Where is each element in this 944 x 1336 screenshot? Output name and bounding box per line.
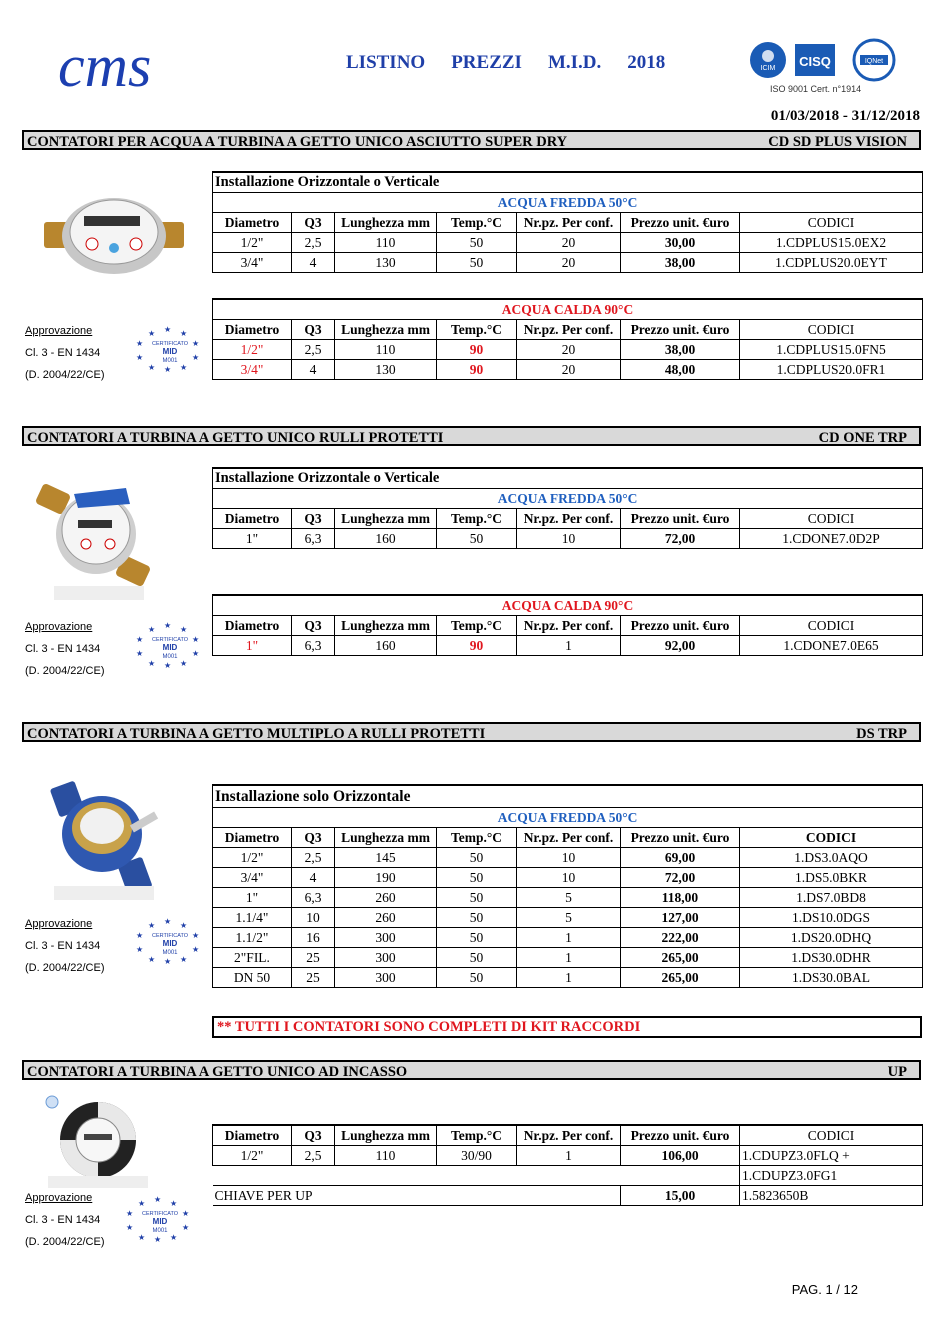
cell: 5: [517, 908, 621, 928]
cell: 20: [517, 340, 621, 360]
code-cell: 1.CDONE7.0D2P: [740, 529, 923, 549]
cell: 2,5: [292, 340, 335, 360]
table-row: [213, 928, 923, 948]
cell: 4: [292, 360, 335, 380]
svg-text:★: ★: [164, 365, 172, 372]
cell: 6,3: [292, 529, 335, 549]
svg-text:MID: MID: [162, 347, 178, 356]
price-table-ds-trp: [212, 784, 923, 988]
svg-text:★: ★: [136, 931, 144, 940]
col-header: Nr.pz. Per conf.: [517, 213, 621, 233]
cms-logo: [56, 38, 252, 100]
col-header: Diametro: [213, 1125, 292, 1146]
price-cell: 222,00: [621, 928, 740, 948]
svg-text:★: ★: [192, 649, 200, 658]
col-header: Temp.°C: [437, 616, 517, 636]
approval-info: [25, 1187, 104, 1253]
approval-directive: (D. 2004/22/CE): [25, 665, 105, 677]
col-header: Nr.pz. Per conf.: [517, 320, 621, 340]
cell: 90: [437, 636, 517, 656]
svg-text:★: ★: [164, 325, 172, 334]
section-header-cd-one: [22, 426, 921, 446]
cell: 1": [213, 529, 292, 549]
cell: 10: [517, 868, 621, 888]
approval-class: Cl. 3 - EN 1434: [25, 347, 101, 359]
code-cell: 1.5823650B: [740, 1186, 923, 1206]
svg-text:★: ★: [192, 635, 200, 644]
col-header: Diametro: [213, 828, 292, 848]
col-header: Nr.pz. Per conf.: [517, 616, 621, 636]
col-header: Diametro: [213, 509, 292, 529]
col-header: Prezzo unit. €uro: [621, 509, 740, 529]
price-cell: 30,00: [621, 233, 740, 253]
col-header: CODICI: [740, 1125, 923, 1146]
cell: 50: [437, 868, 517, 888]
col-header: Q3: [292, 828, 335, 848]
price-table-cd-one-fredda: [212, 467, 923, 549]
price-cell: 265,00: [621, 948, 740, 968]
cell: 300: [335, 928, 437, 948]
iqnet-label: IQNet: [864, 58, 884, 65]
svg-text:MID: MID: [152, 1217, 168, 1226]
logo-text: cms: [58, 38, 152, 99]
svg-text:★: ★: [154, 1235, 162, 1242]
table-row: [213, 888, 923, 908]
col-header: Lunghezza mm: [335, 616, 437, 636]
col-header: Q3: [292, 616, 335, 636]
iso-certificate: ISO 9001 Cert. n°1914: [770, 84, 862, 94]
price-cell: 118,00: [621, 888, 740, 908]
cell: 1/2": [213, 233, 292, 253]
approval-label: Approvazione: [25, 621, 93, 633]
svg-text:★: ★: [138, 1199, 146, 1208]
code-cell: 1.DS3.0AQO: [740, 848, 923, 868]
cell: 110: [335, 340, 437, 360]
icim-label: ICIM: [760, 65, 776, 72]
col-header: Prezzo unit. €uro: [621, 213, 740, 233]
table-row: [213, 1166, 923, 1186]
svg-text:★: ★: [164, 957, 172, 964]
svg-text:CERTIFICATO: CERTIFICATO: [151, 933, 189, 939]
col-header: Prezzo unit. €uro: [621, 1125, 740, 1146]
mid-certified-badge-icon: [124, 1194, 196, 1242]
svg-text:★: ★: [148, 625, 156, 634]
svg-text:MID: MID: [162, 939, 178, 948]
table-row: [213, 968, 923, 988]
table-row: [213, 848, 923, 868]
cell: 20: [517, 253, 621, 273]
cell: 10: [517, 529, 621, 549]
price-table-super-dry-calda: [212, 298, 923, 380]
installation-label: Installazione solo Orizzontale: [213, 785, 923, 808]
approval-info: [25, 320, 104, 386]
col-header: Lunghezza mm: [335, 1125, 437, 1146]
cell: 3/4": [213, 253, 292, 273]
table-row: [213, 1186, 923, 1206]
approval-label: Approvazione: [25, 1192, 93, 1204]
approval-label: Approvazione: [25, 918, 93, 930]
cell: 6,3: [292, 888, 335, 908]
price-cell: 106,00: [621, 1146, 740, 1166]
col-header: Temp.°C: [437, 213, 517, 233]
col-header: CODICI: [740, 509, 923, 529]
svg-text:M001: M001: [162, 654, 178, 660]
cell: 1/2": [213, 848, 292, 868]
cell: 1: [517, 968, 621, 988]
svg-text:M001: M001: [162, 358, 178, 364]
col-header: CODICI: [740, 616, 923, 636]
col-header: Q3: [292, 509, 335, 529]
cell: 2,5: [292, 848, 335, 868]
cold-water-label: ACQUA FREDDA 50°C: [213, 489, 923, 509]
meter-photo-cd-one: [34, 474, 154, 604]
cell: 1: [517, 1146, 621, 1166]
col-header: Q3: [292, 213, 335, 233]
price-cell: 48,00: [621, 360, 740, 380]
cell: 160: [335, 529, 437, 549]
cell: 50: [437, 529, 517, 549]
section-code: CD SD PLUS VISION: [768, 134, 907, 150]
svg-text:★: ★: [126, 1209, 134, 1218]
cell: 10: [292, 908, 335, 928]
approval-directive: (D. 2004/22/CE): [25, 369, 105, 381]
mid-certified-badge-icon: [134, 324, 206, 372]
col-header: CODICI: [740, 320, 923, 340]
cell: 300: [335, 968, 437, 988]
cell: 4: [292, 868, 335, 888]
code-cell: 1.DS5.0BKR: [740, 868, 923, 888]
title-part: 2018: [627, 52, 666, 73]
col-header: Diametro: [213, 616, 292, 636]
cell: 25: [292, 968, 335, 988]
cell: 1: [517, 636, 621, 656]
table-row: [213, 868, 923, 888]
svg-text:★: ★: [182, 1209, 190, 1218]
svg-text:★: ★: [136, 339, 144, 348]
approval-directive: (D. 2004/22/CE): [25, 1236, 105, 1248]
price-cell: 15,00: [621, 1186, 740, 1206]
cell: 130: [335, 360, 437, 380]
cell: 16: [292, 928, 335, 948]
section-title: CONTATORI A TURBINA A GETTO UNICO RULLI PROTETTI: [27, 430, 444, 446]
cell: 90: [437, 340, 517, 360]
cell: 1.1/2": [213, 928, 292, 948]
svg-text:★: ★: [138, 1233, 146, 1242]
cell: 1/2": [213, 340, 292, 360]
key-label: CHIAVE PER UP: [213, 1186, 621, 1206]
svg-text:★: ★: [164, 621, 172, 630]
mid-certified-badge-icon: [134, 916, 206, 964]
svg-text:★: ★: [170, 1199, 178, 1208]
cell: 5: [517, 888, 621, 908]
table-row: [213, 253, 923, 273]
cell: 3/4": [213, 360, 292, 380]
cell: 25: [292, 948, 335, 968]
section-title: CONTATORI PER ACQUA A TURBINA A GETTO UNICO ASCIUTTO SUPER DRY: [27, 134, 568, 150]
code-cell: 1.CDONE7.0E65: [740, 636, 923, 656]
cell: 2,5: [292, 233, 335, 253]
svg-text:★: ★: [192, 339, 200, 348]
col-header: Diametro: [213, 213, 292, 233]
code-cell: 1.CDUPZ3.0FLQ +: [740, 1146, 923, 1166]
svg-text:MID: MID: [162, 643, 178, 652]
price-cell: 72,00: [621, 529, 740, 549]
page-number: PAG. 1 / 12: [791, 1282, 858, 1297]
cell: 190: [335, 868, 437, 888]
svg-text:★: ★: [136, 635, 144, 644]
price-cell: 69,00: [621, 848, 740, 868]
table-row: [213, 340, 923, 360]
meter-photo-super-dry: [44, 192, 184, 276]
cell: 160: [335, 636, 437, 656]
kit-note: ** TUTTI I CONTATORI SONO COMPLETI DI KIT RACCORDI: [212, 1016, 922, 1038]
cell: 110: [335, 233, 437, 253]
svg-text:M001: M001: [152, 1228, 168, 1234]
cell: 1: [517, 928, 621, 948]
code-cell: 1.DS7.0BD8: [740, 888, 923, 908]
cell: 90: [437, 360, 517, 380]
price-cell: 38,00: [621, 340, 740, 360]
code-cell: 1.CDPLUS15.0FN5: [740, 340, 923, 360]
col-header: Q3: [292, 1125, 335, 1146]
approval-class: Cl. 3 - EN 1434: [25, 940, 101, 952]
code-cell: 1.DS30.0BAL: [740, 968, 923, 988]
price-cell: 265,00: [621, 968, 740, 988]
cell: 300: [335, 948, 437, 968]
svg-text:★: ★: [136, 945, 144, 954]
code-cell: 1.DS30.0DHR: [740, 948, 923, 968]
svg-text:★: ★: [164, 661, 172, 668]
cell: 20: [517, 360, 621, 380]
col-header: Prezzo unit. €uro: [621, 828, 740, 848]
table-row: [213, 1146, 923, 1166]
cell: 4: [292, 253, 335, 273]
cell: DN 50: [213, 968, 292, 988]
svg-text:★: ★: [182, 1223, 190, 1232]
validity-dates: 01/03/2018 - 31/12/2018: [770, 108, 920, 124]
cell: 1": [213, 636, 292, 656]
svg-text:CERTIFICATO: CERTIFICATO: [141, 1211, 179, 1217]
cell: 130: [335, 253, 437, 273]
code-cell: 1.CDPLUS15.0EX2: [740, 233, 923, 253]
approval-info: [25, 616, 104, 682]
svg-text:★: ★: [180, 329, 188, 338]
svg-text:★: ★: [192, 945, 200, 954]
price-cell: 38,00: [621, 253, 740, 273]
col-header: Nr.pz. Per conf.: [517, 509, 621, 529]
svg-text:★: ★: [170, 1233, 178, 1242]
svg-text:★: ★: [148, 955, 156, 964]
col-header: CODICI: [740, 828, 923, 848]
col-header: Temp.°C: [437, 320, 517, 340]
col-header: Nr.pz. Per conf.: [517, 1125, 621, 1146]
table-row: [213, 233, 923, 253]
cell: 1: [517, 948, 621, 968]
cell: 3/4": [213, 868, 292, 888]
cell: 50: [437, 928, 517, 948]
table-row: [213, 636, 923, 656]
cell: 50: [437, 888, 517, 908]
svg-text:CERTIFICATO: CERTIFICATO: [151, 637, 189, 643]
cell: 2,5: [292, 1146, 335, 1166]
svg-text:★: ★: [148, 363, 156, 372]
approval-directive: (D. 2004/22/CE): [25, 962, 105, 974]
table-row: [213, 529, 923, 549]
col-header: Prezzo unit. €uro: [621, 320, 740, 340]
table-row: [213, 908, 923, 928]
cell: 2"FIL.: [213, 948, 292, 968]
cell: 50: [437, 253, 517, 273]
approval-class: Cl. 3 - EN 1434: [25, 643, 101, 655]
hot-water-label: ACQUA CALDA 90°C: [213, 299, 923, 320]
title-part: M.I.D.: [547, 52, 602, 73]
cell: 50: [437, 968, 517, 988]
col-header: Lunghezza mm: [335, 509, 437, 529]
svg-text:★: ★: [180, 659, 188, 668]
price-cell: 92,00: [621, 636, 740, 656]
col-header: Temp.°C: [437, 509, 517, 529]
title-part: PREZZI: [451, 52, 522, 73]
code-cell: 1.DS20.0DHQ: [740, 928, 923, 948]
col-header: Temp.°C: [437, 1125, 517, 1146]
col-header: Prezzo unit. €uro: [621, 616, 740, 636]
approval-label: Approvazione: [25, 325, 93, 337]
section-code: CD ONE TRP: [818, 430, 907, 446]
svg-text:CERTIFICATO: CERTIFICATO: [151, 341, 189, 347]
price-cell: 72,00: [621, 868, 740, 888]
svg-text:★: ★: [148, 659, 156, 668]
col-header: CODICI: [740, 213, 923, 233]
mid-certified-badge-icon: [134, 620, 206, 668]
svg-text:★: ★: [180, 921, 188, 930]
svg-text:★: ★: [148, 329, 156, 338]
table-row: [213, 948, 923, 968]
cell: 1/2": [213, 1146, 292, 1166]
cell: 50: [437, 908, 517, 928]
code-cell: 1.CDUPZ3.0FG1: [740, 1166, 923, 1186]
meter-photo-up: [40, 1090, 152, 1190]
cell: 110: [335, 1146, 437, 1166]
page-title: [346, 52, 691, 74]
meter-photo-ds-trp: [44, 778, 164, 904]
col-header: Lunghezza mm: [335, 320, 437, 340]
empty-cell: [213, 1166, 740, 1186]
section-code: DS TRP: [856, 726, 907, 742]
svg-text:★: ★: [126, 1223, 134, 1232]
cell: 50: [437, 948, 517, 968]
section-title: CONTATORI A TURBINA A GETTO MULTIPLO A RULLI PROTETTI: [27, 726, 486, 742]
price-table-up: [212, 1124, 923, 1206]
cell: 1": [213, 888, 292, 908]
cell: 20: [517, 233, 621, 253]
section-title: CONTATORI A TURBINA A GETTO UNICO AD INCASSO: [27, 1064, 408, 1080]
cisq-label: CISQ: [799, 54, 831, 69]
svg-text:★: ★: [148, 921, 156, 930]
svg-text:★: ★: [192, 353, 200, 362]
cell: 145: [335, 848, 437, 868]
col-header: Q3: [292, 320, 335, 340]
hot-water-label: ACQUA CALDA 90°C: [213, 595, 923, 616]
title-part: LISTINO: [346, 52, 426, 73]
section-header-up: [22, 1060, 921, 1080]
installation-label: Installazione Orizzontale o Verticale: [213, 172, 923, 193]
code-cell: 1.CDPLUS20.0FR1: [740, 360, 923, 380]
code-cell: 1.CDPLUS20.0EYT: [740, 253, 923, 273]
svg-text:★: ★: [136, 649, 144, 658]
col-header: Lunghezza mm: [335, 828, 437, 848]
cell: 30/90: [437, 1146, 517, 1166]
cold-water-label: ACQUA FREDDA 50°C: [213, 193, 923, 213]
cell: 50: [437, 233, 517, 253]
col-header: Temp.°C: [437, 828, 517, 848]
cell: 50: [437, 848, 517, 868]
col-header: Nr.pz. Per conf.: [517, 828, 621, 848]
price-table-super-dry-fredda: [212, 171, 923, 273]
section-header-super-dry: [22, 130, 921, 150]
approval-class: Cl. 3 - EN 1434: [25, 1214, 101, 1226]
svg-text:★: ★: [164, 917, 172, 926]
col-header: Lunghezza mm: [335, 213, 437, 233]
svg-text:★: ★: [192, 931, 200, 940]
price-cell: 127,00: [621, 908, 740, 928]
section-code: UP: [887, 1064, 907, 1080]
svg-text:★: ★: [180, 955, 188, 964]
col-header: Diametro: [213, 320, 292, 340]
svg-text:M001: M001: [162, 950, 178, 956]
cell: 260: [335, 908, 437, 928]
approval-info: [25, 913, 104, 979]
cell: 1.1/4": [213, 908, 292, 928]
svg-text:★: ★: [154, 1195, 162, 1204]
section-header-ds-trp: [22, 722, 921, 742]
price-table-cd-one-calda: [212, 594, 923, 656]
table-row: [213, 360, 923, 380]
installation-label: Installazione Orizzontale o Verticale: [213, 468, 923, 489]
svg-text:★: ★: [180, 625, 188, 634]
cold-water-label: ACQUA FREDDA 50°C: [213, 808, 923, 828]
code-cell: 1.DS10.0DGS: [740, 908, 923, 928]
cell: 260: [335, 888, 437, 908]
cell: 6,3: [292, 636, 335, 656]
cell: 10: [517, 848, 621, 868]
svg-text:★: ★: [180, 363, 188, 372]
svg-text:★: ★: [136, 353, 144, 362]
